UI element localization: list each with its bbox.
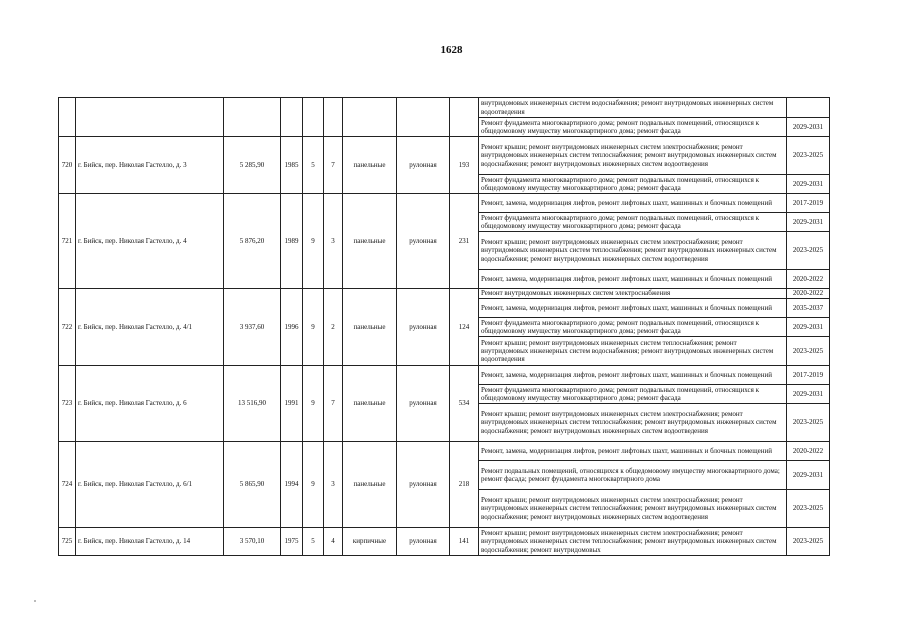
entrances-cell xyxy=(324,98,343,137)
years-cell: 2023-2025 xyxy=(787,490,830,528)
works-cell: Ремонт, замена, модернизация лифтов, ремонт лифтовых шахт, машинных и блочных помещений xyxy=(479,194,787,213)
building-walls: панельные xyxy=(343,137,397,194)
years-cell: 2023-2025 xyxy=(787,232,830,270)
years-cell: 2029-2031 xyxy=(787,318,830,337)
building-entrances: 3 xyxy=(324,442,343,528)
works-cell: Ремонт крыши; ремонт внутридомовых инженерных систем электроснабжения; ремонт внутридомовых инженерных систем теплоснабжения; ремонт внутридомовых инженерных систем водоснабжения; ремонт внутридомовых инженерных систем водоотведения xyxy=(479,490,787,528)
works-cell: Ремонт крыши; ремонт внутридомовых инженерных систем электроснабжения; ремонт внутридомовых инженерных систем теплоснабжения; ремонт внутридомовых инженерных систем водоснабжения; ремонт внутридомовых xyxy=(479,528,787,556)
building-residents: 231 xyxy=(450,194,479,289)
works-cell: Ремонт фундамента многоквартирного дома; ремонт подвальных помещений, относящихся к общедомовому имуществу многоквартирного дома; ремонт фасада xyxy=(479,318,787,337)
works-cell: Ремонт, замена, модернизация лифтов, ремонт лифтовых шахт, машинных и блочных помещений xyxy=(479,366,787,385)
floors-cell xyxy=(303,98,324,137)
table-row xyxy=(59,137,830,175)
table-row xyxy=(59,289,830,299)
works-cell: Ремонт, замена, модернизация лифтов, ремонт лифтовых шахт, машинных и блочных помещений xyxy=(479,270,787,289)
building-floors: 9 xyxy=(303,366,324,442)
building-floors: 5 xyxy=(303,528,324,556)
building-address: г. Бийск, пер. Николая Гастелло, д. 6/1 xyxy=(76,442,224,528)
works-cell: Ремонт крыши; ремонт внутридомовых инженерных систем электроснабжения; ремонт внутридомовых инженерных систем теплоснабжения; ремонт внутридомовых инженерных систем водоснабжения; ремонт внутридомовых инженерных систем водоотведения xyxy=(479,137,787,175)
area-cell xyxy=(224,98,281,137)
walls-cell xyxy=(343,98,397,137)
building-floors: 9 xyxy=(303,442,324,528)
works-cell: Ремонт подвальных помещений, относящихся к общедомовому имуществу многоквартирного дома; ремонт фасада; ремонт фундамента многоквартирного дома xyxy=(479,461,787,490)
num-cell xyxy=(59,98,76,137)
building-year: 1996 xyxy=(281,289,303,366)
building-area: 5 865,90 xyxy=(224,442,281,528)
years-cell: 2029-2031 xyxy=(787,175,830,194)
building-address: г. Бийск, пер. Николая Гастелло, д. 4 xyxy=(76,194,224,289)
building-area: 5 876,20 xyxy=(224,194,281,289)
table-row xyxy=(59,528,830,556)
building-roof: рулонная xyxy=(397,137,450,194)
building-year: 1985 xyxy=(281,137,303,194)
works-cell: Ремонт, замена, модернизация лифтов, ремонт лифтовых шахт, машинных и блочных помещений xyxy=(479,442,787,461)
building-roof: рулонная xyxy=(397,528,450,556)
works-cell: внутридомовых инженерных систем водоснабжения; ремонт внутридомовых инженерных систем водоотведения xyxy=(479,98,787,118)
years-cell: 2029-2031 xyxy=(787,213,830,232)
building-roof: рулонная xyxy=(397,194,450,289)
building-number: 720 xyxy=(59,137,76,194)
scan-speck xyxy=(34,600,36,602)
building-walls: панельные xyxy=(343,442,397,528)
building-year: 1975 xyxy=(281,528,303,556)
works-cell: Ремонт крыши; ремонт внутридомовых инженерных систем теплоснабжения; ремонт внутридомовых инженерных систем водоснабжения; ремонт внутридомовых инженерных систем водоотведения xyxy=(479,337,787,366)
years-cell: 2020-2022 xyxy=(787,270,830,289)
building-entrances: 7 xyxy=(324,137,343,194)
building-area: 13 516,90 xyxy=(224,366,281,442)
years-cell: 2029-2031 xyxy=(787,118,830,137)
years-cell: 2020-2022 xyxy=(787,289,830,299)
years-cell: 2035-2037 xyxy=(787,299,830,318)
works-cell: Ремонт крыши; ремонт внутридомовых инженерных систем электроснабжения; ремонт внутридомовых инженерных систем теплоснабжения; ремонт внутридомовых инженерных систем водоснабжения; ремонт внутридомовых инженерных систем водоотведения xyxy=(479,404,787,442)
address-cell xyxy=(76,98,224,137)
building-residents: 124 xyxy=(450,289,479,366)
building-number: 722 xyxy=(59,289,76,366)
works-cell: Ремонт, замена, модернизация лифтов, ремонт лифтовых шахт, машинных и блочных помещений xyxy=(479,299,787,318)
building-walls: панельные xyxy=(343,289,397,366)
table-row xyxy=(59,442,830,461)
years-cell: 2029-2031 xyxy=(787,385,830,404)
building-residents: 193 xyxy=(450,137,479,194)
works-cell: Ремонт фундамента многоквартирного дома; ремонт подвальных помещений, относящихся к общедомовому имуществу многоквартирного дома; ремонт фасада xyxy=(479,385,787,404)
building-roof: рулонная xyxy=(397,442,450,528)
building-residents: 141 xyxy=(450,528,479,556)
building-number: 724 xyxy=(59,442,76,528)
years-cell: 2017-2019 xyxy=(787,366,830,385)
building-number: 721 xyxy=(59,194,76,289)
capital-repair-table xyxy=(58,97,830,556)
table-row xyxy=(59,366,830,385)
building-number: 725 xyxy=(59,528,76,556)
building-residents: 218 xyxy=(450,442,479,528)
building-floors: 9 xyxy=(303,194,324,289)
years-cell xyxy=(787,98,830,118)
residents-cell xyxy=(450,98,479,137)
building-floors: 5 xyxy=(303,137,324,194)
works-cell: Ремонт внутридомовых инженерных систем электроснабжения xyxy=(479,289,787,299)
years-cell: 2023-2025 xyxy=(787,404,830,442)
page-number: 1628 xyxy=(440,44,463,56)
building-floors: 9 xyxy=(303,289,324,366)
building-entrances: 2 xyxy=(324,289,343,366)
building-roof: рулонная xyxy=(397,366,450,442)
building-roof: рулонная xyxy=(397,289,450,366)
building-area: 5 285,90 xyxy=(224,137,281,194)
roof-cell xyxy=(397,98,450,137)
years-cell: 2020-2022 xyxy=(787,442,830,461)
works-cell: Ремонт фундамента многоквартирного дома; ремонт подвальных помещений, относящихся к общедомовому имуществу многоквартирного дома; ремонт фасада xyxy=(479,213,787,232)
building-number: 723 xyxy=(59,366,76,442)
works-cell: Ремонт крыши; ремонт внутридомовых инженерных систем электроснабжения; ремонт внутридомовых инженерных систем теплоснабжения; ремонт внутридомовых инженерных систем водоснабжения; ремонт внутридомовых инженерных систем водоотведения xyxy=(479,232,787,270)
years-cell: 2029-2031 xyxy=(787,461,830,490)
years-cell: 2017-2019 xyxy=(787,194,830,213)
building-residents: 534 xyxy=(450,366,479,442)
building-entrances: 7 xyxy=(324,366,343,442)
building-walls: панельные xyxy=(343,194,397,289)
works-cell: Ремонт фундамента многоквартирного дома; ремонт подвальных помещений, относящихся к общедомовому имуществу многоквартирного дома; ремонт фасада xyxy=(479,118,787,137)
years-cell: 2023-2025 xyxy=(787,528,830,556)
table-row xyxy=(59,98,830,118)
years-cell: 2023-2025 xyxy=(787,137,830,175)
building-year: 1989 xyxy=(281,194,303,289)
works-cell: Ремонт фундамента многоквартирного дома; ремонт подвальных помещений, относящихся к общедомовому имуществу многоквартирного дома; ремонт фасада xyxy=(479,175,787,194)
year-cell xyxy=(281,98,303,137)
building-entrances: 3 xyxy=(324,194,343,289)
table-row xyxy=(59,194,830,213)
building-area: 3 937,60 xyxy=(224,289,281,366)
building-address: г. Бийск, пер. Николая Гастелло, д. 4/1 xyxy=(76,289,224,366)
building-year: 1991 xyxy=(281,366,303,442)
building-walls: панельные xyxy=(343,366,397,442)
building-address: г. Бийск, пер. Николая Гастелло, д. 3 xyxy=(76,137,224,194)
building-area: 3 570,10 xyxy=(224,528,281,556)
building-address: г. Бийск, пер. Николая Гастелло, д. 14 xyxy=(76,528,224,556)
years-cell: 2023-2025 xyxy=(787,337,830,366)
building-address: г. Бийск, пер. Николая Гастелло, д. 6 xyxy=(76,366,224,442)
building-walls: кирпичные xyxy=(343,528,397,556)
building-year: 1994 xyxy=(281,442,303,528)
building-entrances: 4 xyxy=(324,528,343,556)
